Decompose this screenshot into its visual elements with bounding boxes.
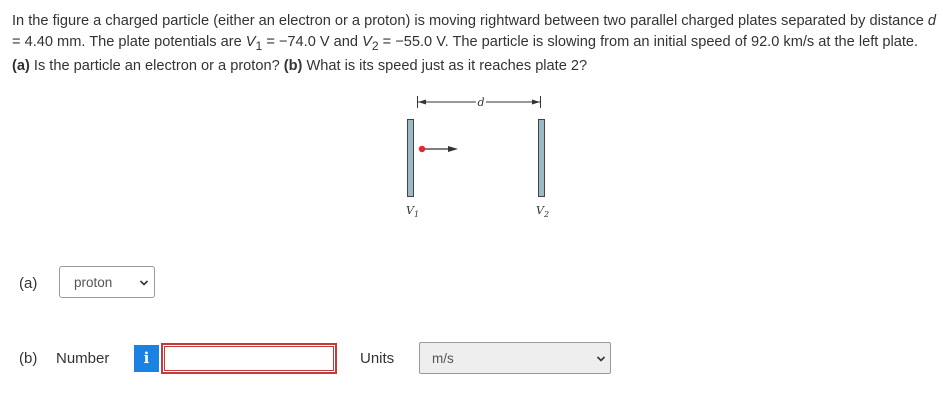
v1-plate-label: $V_1$	[406, 204, 420, 219]
d-arrow-left	[418, 100, 426, 105]
figure	[398, 92, 558, 232]
v2-plate-label: $V_2$	[536, 204, 550, 219]
number-input[interactable]	[161, 343, 337, 374]
plate-2	[539, 120, 545, 197]
d-variable: d	[927, 13, 936, 29]
chevron-down-icon	[139, 278, 149, 288]
part-a-label: (a)	[19, 275, 38, 292]
particle-type-selected-value: proton	[74, 275, 113, 290]
question-a-marker: (a)	[12, 57, 30, 74]
number-label: Number	[56, 350, 110, 367]
info-icon[interactable]: i	[134, 345, 159, 372]
particle-type-select[interactable]	[59, 266, 155, 298]
number-input-value	[164, 346, 334, 371]
d-label: d	[477, 96, 485, 109]
velocity-arrow-head	[448, 146, 458, 152]
units-select[interactable]	[419, 342, 611, 374]
chevron-down-icon	[596, 354, 606, 364]
units-selected-value: m/s	[432, 351, 454, 366]
part-b-label: (b)	[19, 350, 38, 367]
question-b-marker: (b)	[283, 57, 303, 74]
units-label: Units	[360, 350, 395, 367]
plate-1	[408, 120, 414, 197]
charged-particle	[419, 146, 425, 152]
d-arrow-right	[532, 100, 540, 105]
problem-statement: In the figure a charged particle (either an electron or a proton) is moving rightward between two parallel charged plates separated by distance d = 4.40 mm. The plate potentials are $V_1 = -74.0$ V and $V_2 = -55.0$ V. The particle is slowing from an initial speed of 92.0 km/s at the left plate. (a) Is the particle an electron or a proton? (b) What is its speed just as it reaches plate 2?	[12, 13, 936, 74]
v2-variable: V	[362, 33, 372, 50]
v1-variable: V	[245, 33, 256, 50]
